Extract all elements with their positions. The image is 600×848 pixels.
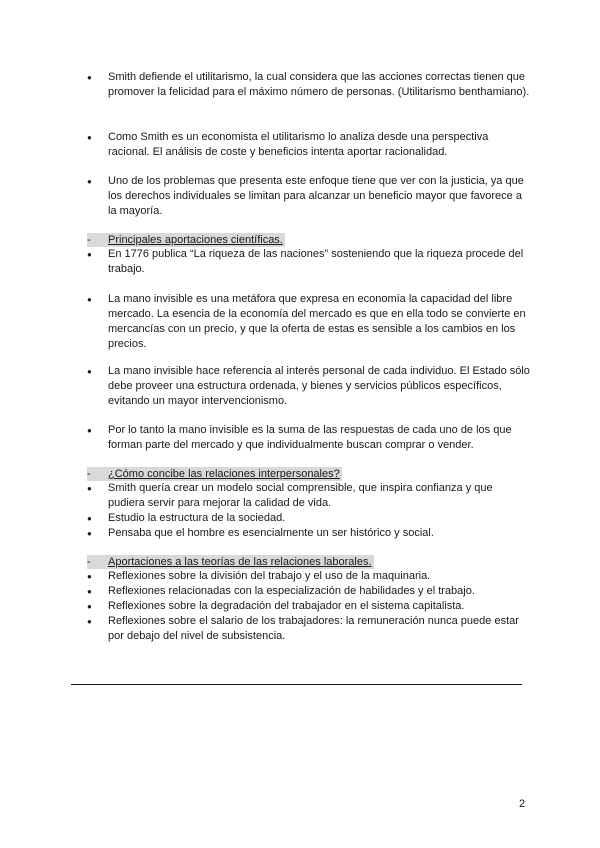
horizontal-rule — [71, 684, 522, 685]
bullet-laborales-1: ● Reflexiones sobre la división del trabajo y el uso de la maquinaria. — [108, 569, 530, 584]
heading-laborales — [87, 555, 374, 569]
heading-text: ¿Cómo concibe las relaciones interpersonales? — [108, 468, 340, 480]
bullet-laborales-4: ● Reflexiones sobre el salario de los trabajadores: la remuneración nunca puede estar por debajo del nivel de subsistencia. — [108, 614, 530, 644]
heading-relaciones — [87, 467, 342, 481]
bullet-utilitarismo-2: ● Como Smith es un economista el utilitarismo lo analiza desde una perspectiva racional. El análisis de coste y beneficios intenta aportar racionalidad. — [108, 130, 530, 160]
bullet-relaciones-2: ● Estudio la estructura de la sociedad. — [108, 511, 530, 526]
heading-text: Principales aportaciones científicas. — [108, 234, 283, 246]
heading-dash: - — [87, 556, 91, 568]
bullet-utilitarismo-1: ● Smith defiende el utilitarismo, la cual considera que las acciones correctas tienen que promover la felicidad para el máximo número de personas. (Utilitarismo benthamiano). — [108, 70, 530, 100]
bullet-relaciones-1: ● Smith quería crear un modelo social comprensible, que inspira confianza y que pudiera servir para mejorar la calidad de vida. — [108, 481, 530, 511]
bullet-aportaciones-2: ● La mano invisible es una metáfora que expresa en economía la capacidad del libre mercado. La esencia de la economía del mercado es que en ella todo se convierte en mercancías con un precio, y que la oferta de estas es sensible a los cambios en los precios. — [108, 292, 530, 352]
page-number: 2 — [519, 798, 526, 810]
heading-aportaciones — [87, 233, 285, 247]
bullet-aportaciones-1: ● En 1776 publica “La riqueza de las naciones” sosteniendo que la riqueza procede del trabajo. — [108, 247, 530, 277]
heading-text: Aportaciones a las teorías de las relaciones laborales. — [108, 556, 372, 568]
bullet-aportaciones-4: ● Por lo tanto la mano invisible es la suma de las respuestas de cada uno de los que forman parte del mercado y que individualmente buscan comprar o vender. — [108, 423, 530, 453]
bullet-utilitarismo-3: ● Uno de los problemas que presenta este enfoque tiene que ver con la justicia, ya que los derechos individuales se limitan para alcanzar un beneficio mayor que favorece a la mayoría. — [108, 174, 530, 219]
bullet-relaciones-3: ● Pensaba que el hombre es esencialmente un ser histórico y social. — [108, 526, 530, 541]
bullet-laborales-3: ● Reflexiones sobre la degradación del trabajador en el sistema capitalista. — [108, 599, 530, 614]
heading-dash: - — [87, 234, 91, 246]
heading-dash: - — [87, 468, 91, 480]
bullet-aportaciones-3: ● La mano invisible hace referencia al interés personal de cada individuo. El Estado sólo debe proveer una estructura ordenada, y bienes y servicios públicos específicos, evitando un mayor intervencionismo. — [108, 364, 530, 409]
bullet-laborales-2: ● Reflexiones relacionadas con la especialización de habilidades y el trabajo. — [108, 584, 530, 599]
